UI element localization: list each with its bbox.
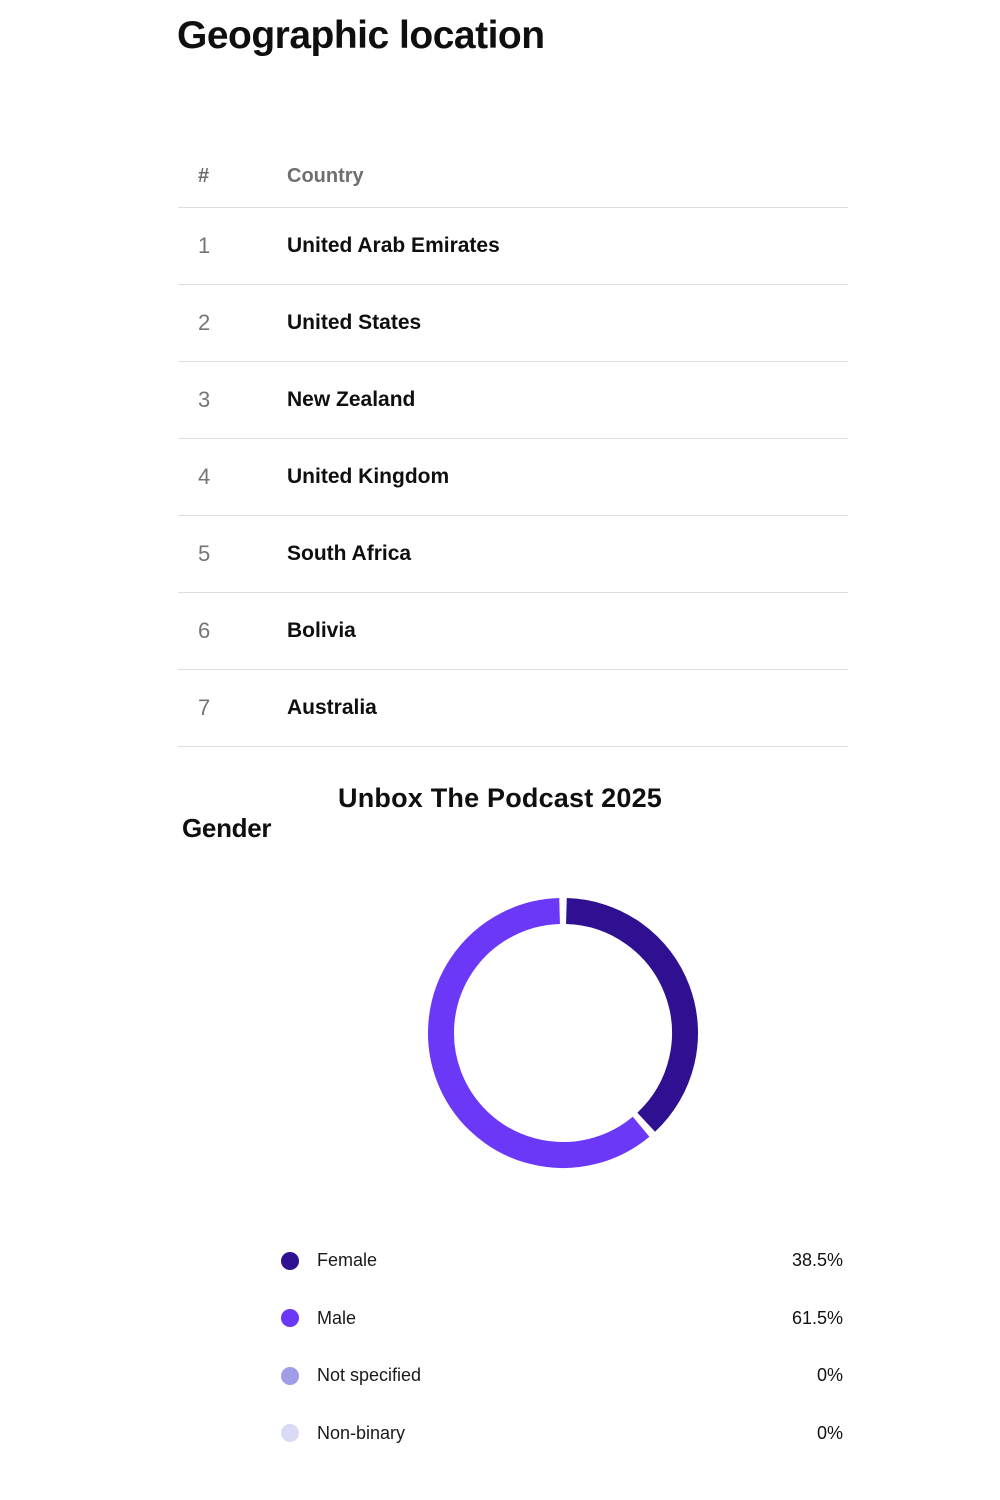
rank-cell: 7 — [198, 695, 211, 720]
legend-dot-not-specified — [281, 1367, 299, 1385]
table-row-south-africa — [178, 516, 848, 593]
chart-title: Unbox The Podcast 2025 — [338, 783, 662, 813]
donut-svg — [403, 873, 723, 1193]
section-heading-gender: Gender — [182, 813, 272, 843]
table-header-row — [178, 145, 848, 208]
gender-donut-chart — [403, 873, 723, 1193]
legend-label: Non-binary — [317, 1422, 406, 1443]
table-row-united-kingdom — [178, 439, 848, 516]
legend-value: 61.5% — [791, 1307, 843, 1328]
country-cell: Australia — [287, 696, 377, 719]
legend-value: 38.5% — [791, 1250, 843, 1271]
legend-label: Not specified — [317, 1365, 422, 1386]
table-row-bolivia — [178, 593, 848, 670]
legend-item-male — [281, 1290, 843, 1348]
country-cell: Bolivia — [287, 619, 356, 642]
country-cell: South Africa — [287, 542, 412, 565]
legend-label: Female — [317, 1250, 378, 1271]
legend-value: 0% — [816, 1422, 843, 1443]
rank-column-header: # — [198, 164, 210, 187]
legend-label: Male — [317, 1307, 357, 1328]
country-column-header: Country — [287, 164, 364, 187]
table-row-united-arab-emirates — [178, 208, 848, 285]
rank-cell: 4 — [198, 464, 211, 489]
legend-item-female — [281, 1232, 843, 1290]
legend-dot-non-binary — [281, 1424, 299, 1442]
country-table — [178, 145, 848, 747]
country-cell: United Kingdom — [287, 465, 450, 488]
country-cell: United States — [287, 311, 422, 334]
legend-value: 0% — [816, 1365, 843, 1386]
table-row-united-states — [178, 285, 848, 362]
legend-item-non-binary — [281, 1405, 843, 1463]
rank-cell: 2 — [198, 310, 211, 335]
donut-segment-female — [566, 911, 685, 1122]
country-cell: United Arab Emirates — [287, 234, 500, 257]
country-table-body — [178, 208, 848, 747]
country-cell: New Zealand — [287, 388, 416, 411]
rank-cell: 5 — [198, 541, 211, 566]
table-row-australia — [178, 670, 848, 747]
donut-segment-male — [441, 911, 641, 1155]
chart-legend — [281, 1232, 843, 1462]
rank-cell: 3 — [198, 387, 211, 412]
table-row-new-zealand — [178, 362, 848, 439]
legend-dot-female — [281, 1252, 299, 1270]
legend-item-not-specified — [281, 1347, 843, 1405]
page-title: Geographic location — [177, 14, 545, 57]
legend-dot-male — [281, 1309, 299, 1327]
rank-cell: 1 — [198, 233, 211, 258]
rank-cell: 6 — [198, 618, 211, 643]
